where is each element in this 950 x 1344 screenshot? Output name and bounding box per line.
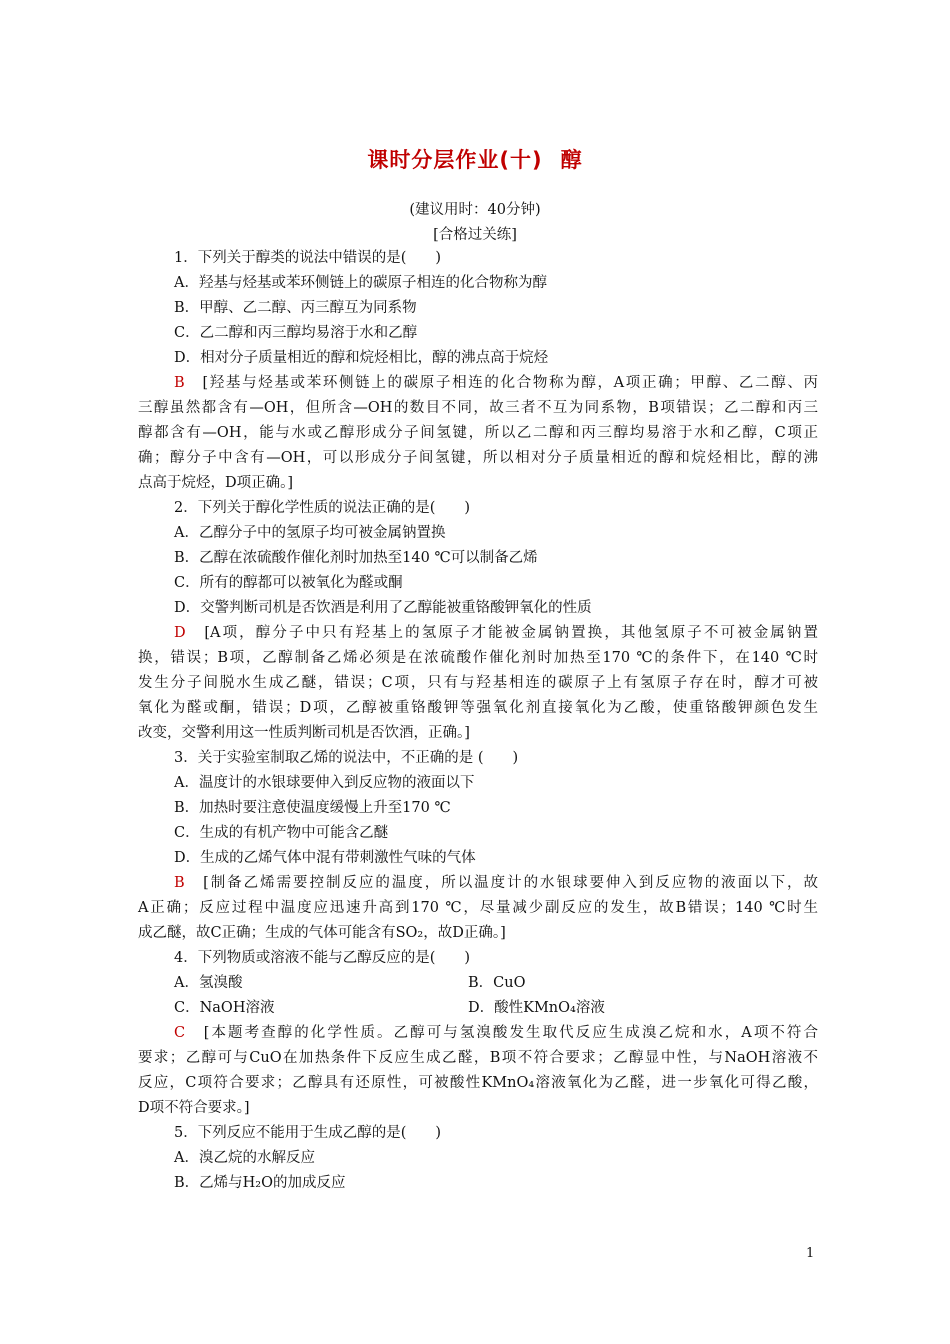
q4-options-row [174, 973, 854, 993]
q2-stem: 2．下列关于醇化学性质的说法正确的是( ) [174, 500, 471, 516]
q2-option-a: A．乙醇分子中的氢原子均可被金属钠置换 [174, 525, 446, 541]
q2-explanation-line: 换，错误；B项，乙醇制备乙烯必须是在浓硫酸作催化剂时加热至170 ℃的条件下，在140 ℃时 [138, 650, 818, 666]
q4-option-b: B．CuO [468, 975, 526, 991]
q5-stem: 5．下列反应不能用于生成乙醇的是( ) [174, 1125, 442, 1141]
q1-option-d: D．相对分子质量相近的醇和烷烃相比，醇的沸点高于烷烃 [174, 350, 549, 366]
q3-option-a: A．温度计的水银球要伸入到反应物的液面以下 [174, 775, 475, 791]
q1-option-c: C．乙二醇和丙三醇均易溶于水和乙醇 [174, 325, 418, 341]
q4-explanation-line: D项不符合要求。] [138, 1100, 250, 1116]
title-main: 课时分层作业(十) [367, 148, 543, 172]
q2-option-b: B．乙醇在浓硫酸作催化剂时加热至140 ℃可以制备乙烯 [174, 550, 538, 566]
q4-explanation-line: 要求；乙醇可与CuO在加热条件下反应生成乙醛，B项不符合要求；乙醇显中性，与NaOH溶液不 [138, 1050, 818, 1066]
q3-explanation-line: B [制备乙烯需要控制反应的温度，所以温度计的水银球要伸入到反应物的液面以下，故 [174, 875, 819, 891]
q4-option-d: D．酸性KMnO₄溶液 [468, 1000, 605, 1016]
q2-explanation-line: D [A项，醇分子中只有羟基上的氢原子才能被金属钠置换，其他氢原子不可被金属钠置 [174, 625, 818, 641]
q4-answer: C [174, 1025, 186, 1041]
q4-options-row [174, 998, 854, 1018]
q4-explanation-line: C [本题考查醇的化学性质。乙醇可与氢溴酸发生取代反应生成溴乙烷和水，A项不符合 [174, 1025, 818, 1041]
q3-explanation-line: 成乙醚，故C正确；生成的气体可能含有SO₂，故D正确。] [138, 925, 506, 941]
q4-option-a: A．氢溴酸 [174, 975, 243, 991]
q1-explanation-line: 醇都含有—OH，能与水或乙醇形成分子间氢键，所以乙二醇和丙三醇均易溶于水和乙醇，C项正 [138, 425, 818, 441]
q1-explanation-line: 确；醇分子中含有—OH，可以形成分子间氢键，所以相对分子质量相近的醇和烷烃相比，醇的沸 [138, 450, 818, 466]
q2-explanation-line: 发生分子间脱水生成乙醚，错误；C项，只有与羟基相连的碳原子上有氢原子存在时，醇才可被 [138, 675, 818, 691]
page-number: 1 [806, 1246, 815, 1261]
q2-explanation-line: 改变，交警利用这一性质判断司机是否饮酒，正确。] [138, 725, 470, 741]
q3-option-c: C．生成的有机产物中可能含乙醚 [174, 825, 389, 841]
q4-stem: 4．下列物质或溶液不能与乙醇反应的是( ) [174, 950, 471, 966]
q1-option-b: B．甲醇、乙二醇、丙三醇互为同系物 [174, 300, 417, 316]
q3-option-d: D．生成的乙烯气体中混有带刺激性气味的气体 [174, 850, 476, 866]
q1-stem: 1．下列关于醇类的说法中错误的是( ) [174, 250, 442, 266]
q1-explanation-line: 点高于烷烃，D项正确。] [138, 475, 294, 491]
q1-answer: B [174, 375, 185, 391]
q2-answer: D [174, 625, 186, 641]
page-title [0, 144, 950, 174]
q3-explanation-line: A正确；反应过程中温度应迅速升高到170 ℃，尽量减少副反应的发生，故B错误；140 ℃时生 [138, 900, 818, 916]
q2-option-c: C．所有的醇都可以被氧化为醛或酮 [174, 575, 403, 591]
q1-option-a: A．羟基与烃基或苯环侧链上的碳原子相连的化合物称为醇 [174, 275, 547, 291]
q3-answer: B [174, 875, 185, 891]
q4-explanation-line: 反应，C项符合要求；乙醇具有还原性，可被酸性KMnO₄溶液氧化为乙醛，进一步氧化可得乙酸， [138, 1075, 818, 1091]
q5-option-b: B．乙烯与H₂O的加成反应 [174, 1175, 346, 1191]
q4-option-c: C．NaOH溶液 [174, 1000, 275, 1016]
q2-explanation-line: 氧化为醛或酮，错误；D项，乙醇被重铬酸钾等强氧化剂直接氧化为乙酸，使重铬酸钾颜色发生 [138, 700, 818, 716]
title-topic: 醇 [560, 148, 583, 172]
q1-explanation-line: 三醇虽然都含有—OH，但所含—OH的数目不同，故三者不互为同系物，B项错误；乙二醇和丙三 [138, 400, 818, 416]
q3-option-b: B．加热时要注意使温度缓慢上升至170 ℃ [174, 800, 451, 816]
time-note: (建议用时：40分钟) [409, 202, 541, 218]
q1-explanation-line: B [羟基与烃基或苯环侧链上的碳原子相连的化合物称为醇，A项正确；甲醇、乙二醇、丙 [174, 375, 819, 391]
section-heading: [合格过关练] [433, 227, 517, 243]
q3-stem: 3．关于实验室制取乙烯的说法中，不正确的是 ( ) [174, 750, 519, 766]
q5-option-a: A．溴乙烷的水解反应 [174, 1150, 315, 1166]
q2-option-d: D．交警判断司机是否饮酒是利用了乙醇能被重铬酸钾氧化的性质 [174, 600, 592, 616]
